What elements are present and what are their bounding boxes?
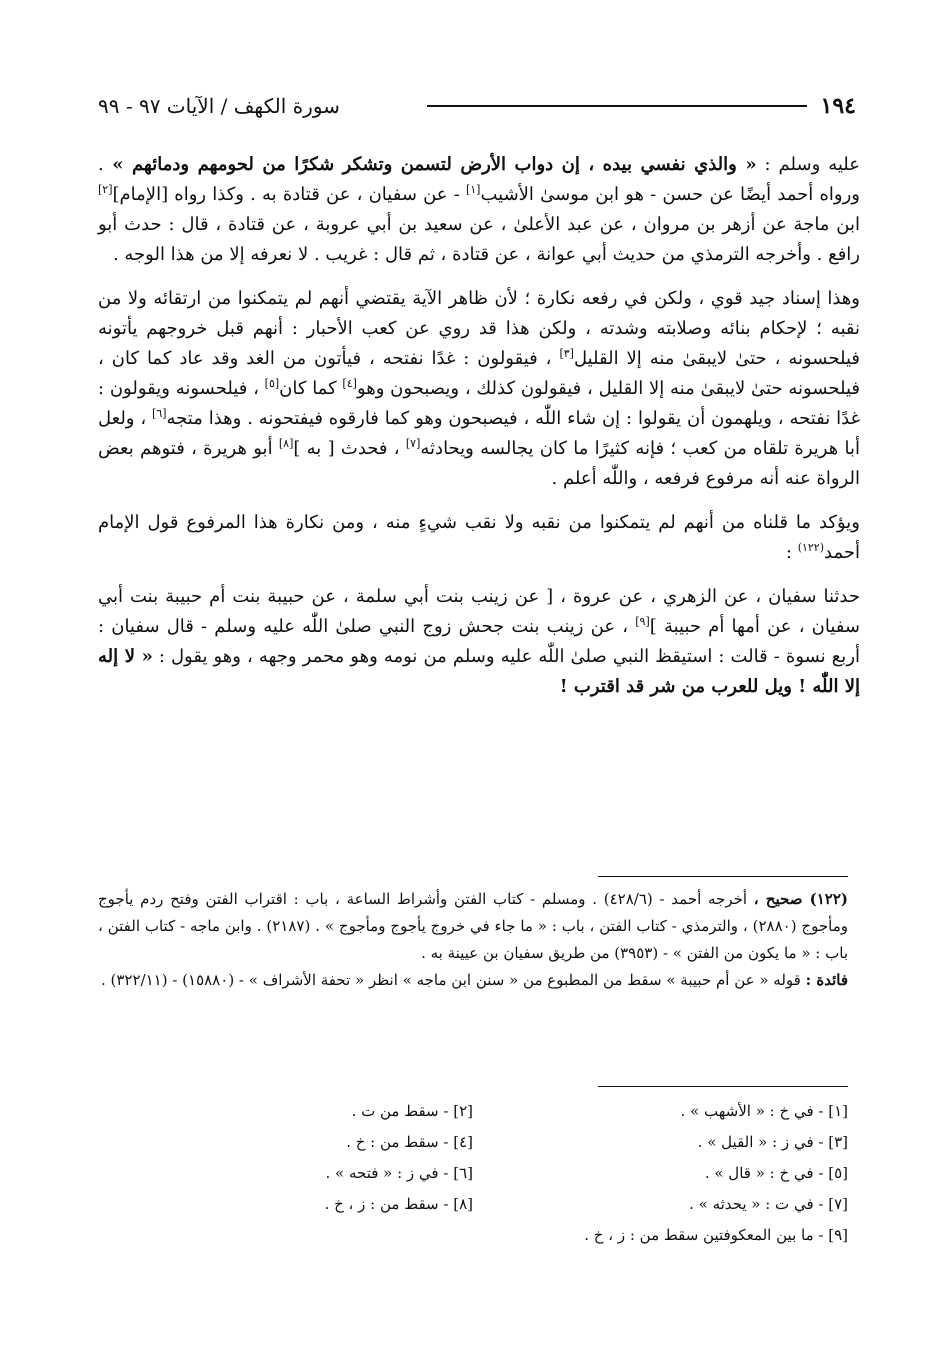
variant-note: [٧] - في ت : « يحدثه » . xyxy=(689,1195,848,1213)
variant-note: [٩] - ما بين المعكوفتين سقط من : ز ، خ . xyxy=(584,1226,848,1244)
text-run: ، فيلحسونه ويقولون : غدًا نفتحه ، ويلهمون أن يقولوا : إن شاء اللّٰه ، فيصبحون وهو كما فارقوه فيفتحونه . وهذا متجه xyxy=(98,378,860,429)
variant-note: [٣] - في ز : « القيل » . xyxy=(697,1133,848,1151)
hadith-quote: « والذي نفسي بيده ، إن دواب الأرض لتسمن وتشكر شكرًا من لحومهم ودمائهم » xyxy=(103,154,757,175)
variant-note: [٨] - سقط من : ز ، خ . xyxy=(324,1195,473,1213)
text-run: ، ولعل أبا هريرة تلقاه من كعب ؛ فإنه كثيرًا ما كان يجالسه ويحادثه xyxy=(98,408,860,459)
footnote-ref[interactable]: [٨] xyxy=(278,437,294,450)
footnote-text: أخرجه أحمد - (٤٢٨/٦) . ومسلم - كتاب الفتن وأشراط الساعة ، باب : اقتراب الفتن وفتح ردم يأجوج ومأجوج (٢٨٨٠) ، والترمذي - كتاب الفتن ، باب : « ما جاء في خروج يأجوج ومأجوج » . (٢١٨٧) . وابن ماجه - كتاب الفتن ، باب : « ما يكون من الفتن » - (٣٩٥٣) من طريق سفيان بن عيينة به . xyxy=(98,890,848,962)
text-run: . ورواه أحمد أيضًا عن حسن - هو ابن موسىٰ الأشيب xyxy=(98,154,860,205)
footnote-divider xyxy=(598,876,848,877)
text-run: : xyxy=(785,542,798,563)
text-run: ، فيقولون : غدًا نفتحه ، فيأتون من الغد وقد عاد كما كان ، فيلحسونه حتىٰ لايبقىٰ منه إلا القليل ، فيقولون كذلك ، ويصبحون وهو xyxy=(98,348,860,399)
variant-note xyxy=(98,1220,473,1251)
header-rule xyxy=(427,105,807,107)
page-header xyxy=(98,86,856,126)
variant-note: [٢] - سقط من ت . xyxy=(351,1102,473,1120)
faida-text: قوله « عن أم حبيبة » سقط من المطبوع من « سنن ابن ماجه » انظر « تحفة الأشراف » - (١٥٨٨٠) - (٣٢٢/١١) . xyxy=(100,971,806,989)
text-run: ، عن زينب بنت جحش زوج النبي صلىٰ اللّٰه عليه وسلم - قال سفيان : أربع نسوة - قالت : استيقظ النبي صلىٰ اللّٰه عليه وسلم من نومه وهو محمر وجهه ، وهو يقول : xyxy=(98,616,861,667)
text-run: أبو هريرة ، فتوهم بعض الرواة عنه أنه مرفوع فرفعه ، واللّٰه أعلم . xyxy=(98,438,860,489)
text-run: ويؤكد ما قلناه من أنهم لم يتمكنوا من نقبه ولا نقب شيءٍ منه ، ومن نكارة هذا المرفوع قول الإمام أحمد xyxy=(98,512,860,563)
footnotes xyxy=(98,886,848,994)
text-run: وهذا إسناد جيد قوي ، ولكن في رفعه نكارة ؛ لأن ظاهر الآية يقتضي أنهم لم يتمكنوا من ارتقائه ولا من نقبه ؛ لإحكام بنائه وصلابته وشدته ، ولكن هذا قد روي عن كعب الأحبار : أنهم قبل خروجهم يأتونه فيلحسونه ، حتىٰ لايبقىٰ منه إلا القليل xyxy=(98,288,860,369)
variant-note: [٤] - سقط من : خ . xyxy=(346,1133,473,1151)
text-run: كما كان xyxy=(279,378,343,399)
paragraph-2 xyxy=(98,284,860,494)
main-text xyxy=(98,150,860,716)
text-run: ، فحدث [ به ] xyxy=(293,438,406,459)
variant-row xyxy=(98,1127,848,1158)
footnote-ref[interactable]: [٦] xyxy=(152,407,167,420)
footnote-ref[interactable]: [٤] xyxy=(342,377,357,390)
text-run: حدثنا سفيان ، عن الزهري ، عن عروة ، [ عن زينب بنت أبي سلمة ، عن حبيبة بنت أم حبيبة بنت أبي سفيان ، عن أمها أم حبيبة ] xyxy=(98,586,860,637)
variant-row xyxy=(98,1189,848,1220)
footnote-ref[interactable]: [٩] xyxy=(635,615,650,628)
text-run: ابن ماجة عن أزهر بن مروان ، عن عبد الأعلىٰ ، عن سعيد بن أبي عروبة ، عن قتادة ، قال : حدث أبو رافع . وأخرجه الترمذي من حديث أبي عوانة ، عن قتادة ، ثم قال : غريب . لا نعرفه إلا من هذا الوجه . xyxy=(98,214,860,265)
variant-note: [٦] - في ز : « فتحه » . xyxy=(325,1164,473,1182)
footnote-122 xyxy=(98,886,848,967)
variant-row xyxy=(98,1220,848,1251)
text-run: عليه وسلم : xyxy=(756,154,860,175)
variant-row xyxy=(98,1158,848,1189)
variant-notes xyxy=(98,1096,848,1251)
footnote-ref[interactable]: [٧] xyxy=(405,437,421,450)
faida-label: فائدة : xyxy=(805,971,848,989)
footnote-ref[interactable]: [٣] xyxy=(559,347,574,360)
text-run: - عن سفيان ، عن قتادة به . وكذا رواه [الإمام] xyxy=(112,184,466,205)
paragraph-3 xyxy=(98,508,860,568)
variants-divider xyxy=(598,1086,848,1087)
variant-note: [٥] - في خ : « قال » . xyxy=(704,1164,848,1182)
variant-row xyxy=(98,1096,848,1127)
footnote-ref[interactable]: [١] xyxy=(465,183,481,196)
page-number: ١٩٤ xyxy=(820,93,856,119)
paragraph-4 xyxy=(98,582,860,702)
footnote-label: (١٢٢) صحيح ، xyxy=(753,890,849,908)
variant-note: [١] - في خ : « الأشهب » . xyxy=(680,1102,848,1120)
paragraph-1 xyxy=(98,150,860,270)
footnote-ref[interactable]: [٢] xyxy=(98,183,113,196)
footnote-ref[interactable]: [٥] xyxy=(264,377,280,390)
hadith-quote: « لا إله إلا اللّٰه ! ويل للعرب من شر قد اقترب ! xyxy=(98,646,860,697)
footnote-faida xyxy=(98,967,848,994)
running-title: سورة الكهف / الآيات ٩٧ - ٩٩ xyxy=(98,94,340,118)
footnote-ref[interactable]: (١٢٢) xyxy=(797,541,825,554)
